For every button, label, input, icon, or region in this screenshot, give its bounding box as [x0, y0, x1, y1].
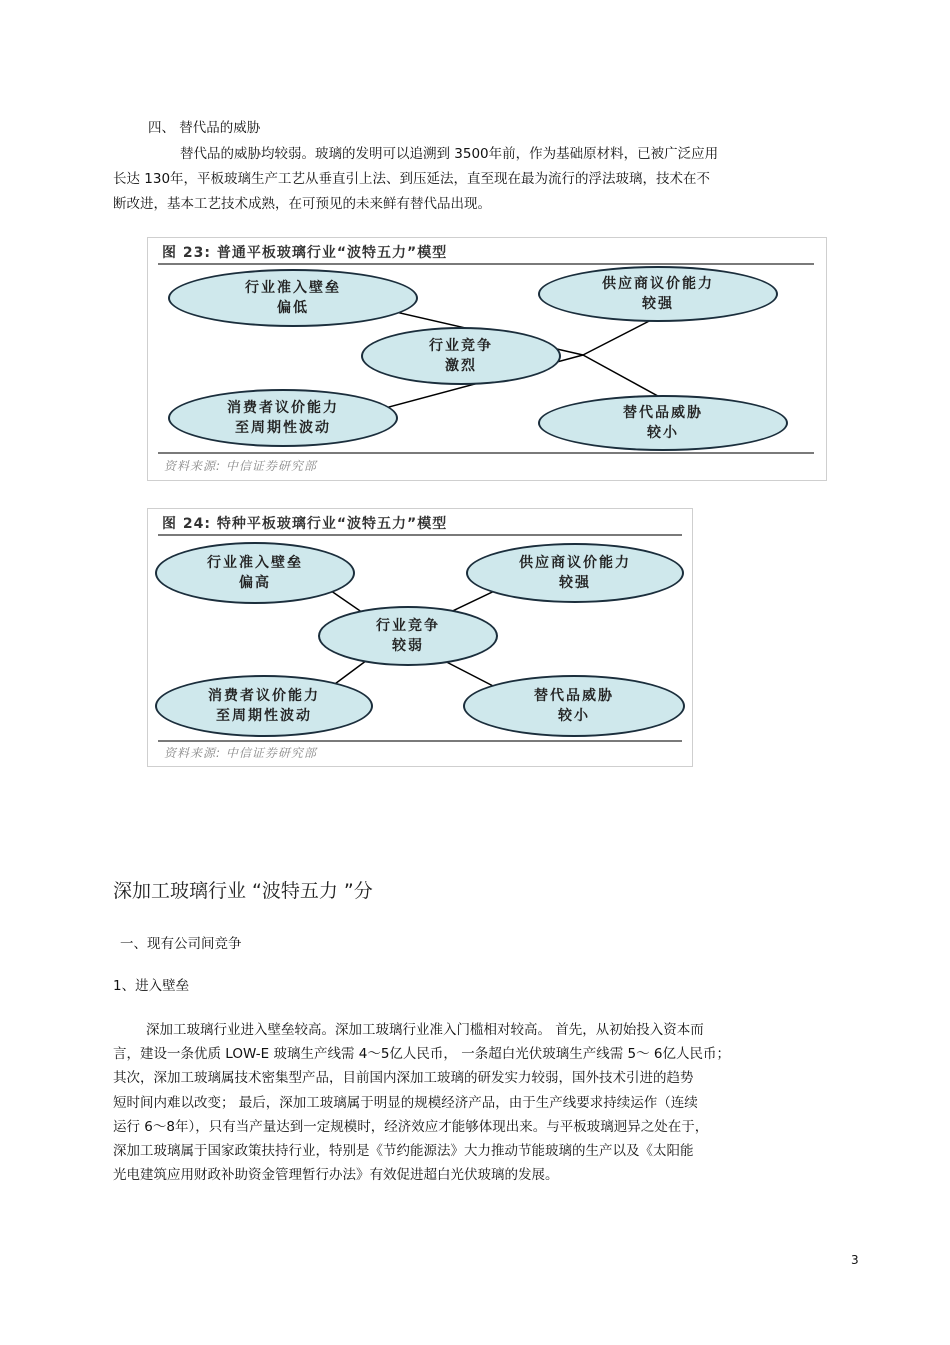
node-supplier-power: 供应商议价能力 较强 — [466, 543, 684, 603]
figure-source: 资料来源: 中信证券研究部 — [164, 459, 317, 473]
paragraph-line: 深加工玻璃属于国家政策扶持行业，特别是《节约能源法》大力推动节能玻璃的生产以及《太阳能 — [113, 1143, 694, 1159]
node-entry-barrier: 行业准入壁垒 偏高 — [155, 542, 355, 604]
node-substitute-threat: 替代品威胁 较小 — [538, 395, 788, 451]
figure-title: 图 24: 特种平板玻璃行业“波特五力”模型 — [162, 516, 448, 532]
paragraph-line: 运行 6～8年），只有当产量达到一定规模时，经济效应才能够体现出来。与平板玻璃迥异之处在于， — [113, 1119, 709, 1135]
node-industry-competition: 行业竞争 较弱 — [318, 606, 498, 666]
node-substitute-threat: 替代品威胁 较小 — [463, 675, 685, 737]
subsection-heading: 一、现有公司间竞争 — [120, 936, 242, 952]
paragraph-line: 断改进，基本工艺技术成熟，在可预见的未来鲜有替代品出现。 — [113, 196, 491, 212]
figure-23 — [147, 237, 827, 481]
node-supplier-power: 供应商议价能力 较强 — [538, 266, 778, 322]
page-number: 3 — [851, 1253, 859, 1267]
paragraph-line: 光电建筑应用财政补助资金管理暂行办法》有效促进超白光伏玻璃的发展。 — [113, 1167, 559, 1183]
node-entry-barrier: 行业准入壁垒 偏低 — [168, 269, 418, 327]
source-divider — [158, 452, 814, 454]
paragraph-line: 言，建设一条优质 LOW-E 玻璃生产线需 4～5亿人民币， 一条超白光伏玻璃生产线需 5～ 6亿人民币； — [113, 1046, 730, 1062]
paragraph-line: 其次，深加工玻璃属技术密集型产品，目前国内深加工玻璃的研发实力较弱，国外技术引进的趋势 — [113, 1070, 694, 1086]
paragraph-line: 短时间内难以改变； 最后，深加工玻璃属于明显的规模经济产品，由于生产线要求持续运作（连续 — [113, 1095, 698, 1111]
node-buyer-power: 消费者议价能力 至周期性波动 — [168, 389, 398, 447]
source-divider — [158, 740, 682, 742]
figure-24 — [147, 508, 693, 767]
paragraph-line: 长达 130年，平板玻璃生产工艺从垂直引上法、到压延法，直至现在最为流行的浮法玻璃，技术在不 — [113, 171, 711, 187]
paragraph-line: 替代品的威胁均较弱。玻璃的发明可以追溯到 3500年前，作为基础原材料，已被广泛应用 — [180, 146, 719, 162]
paragraph-line: 深加工玻璃行业进入壁垒较高。深加工玻璃行业准入门槛相对较高。 首先，从初始投入资本而 — [146, 1022, 704, 1038]
node-buyer-power: 消费者议价能力 至周期性波动 — [155, 675, 373, 737]
node-industry-competition: 行业竞争 激烈 — [361, 327, 561, 385]
subsection-heading: 1、进入壁垒 — [113, 978, 190, 994]
section-title: 深加工玻璃行业 “波特五力 ”分 — [113, 880, 373, 902]
figure-title: 图 23: 普通平板玻璃行业“波特五力”模型 — [162, 245, 448, 261]
figure-source: 资料来源: 中信证券研究部 — [164, 746, 317, 760]
section-heading: 四、 替代品的威胁 — [148, 120, 261, 136]
